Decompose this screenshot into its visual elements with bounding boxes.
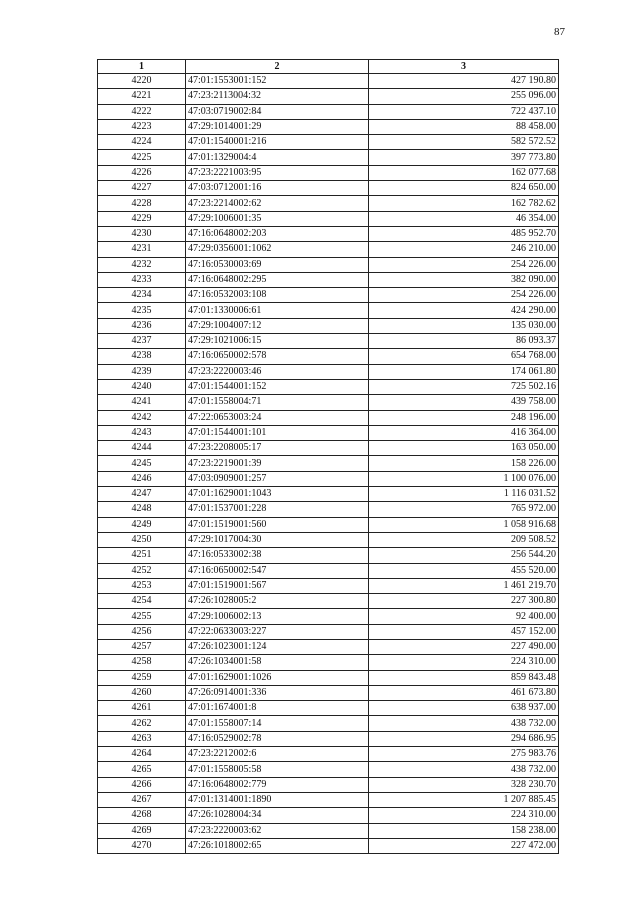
cadastral-number-cell: 47:16:0530003:69 <box>186 257 369 272</box>
row-number-cell: 4254 <box>98 594 186 609</box>
row-number-cell: 4233 <box>98 272 186 287</box>
row-number-cell: 4265 <box>98 762 186 777</box>
cadastral-number-cell: 47:23:2113004:32 <box>186 89 369 104</box>
table-row <box>98 838 559 853</box>
value-cell: 1 100 076.00 <box>369 471 559 486</box>
row-number-cell: 4270 <box>98 838 186 853</box>
value-cell: 438 732.00 <box>369 716 559 731</box>
row-number-cell: 4259 <box>98 670 186 685</box>
value-cell: 227 490.00 <box>369 639 559 654</box>
value-cell: 86 093.37 <box>369 334 559 349</box>
value-cell: 209 508.52 <box>369 532 559 547</box>
cadastral-number-cell: 47:29:1004007:12 <box>186 318 369 333</box>
table-row <box>98 242 559 257</box>
row-number-cell: 4232 <box>98 257 186 272</box>
cadastral-number-cell: 47:29:1006002:13 <box>186 609 369 624</box>
cadastral-number-cell: 47:16:0650002:547 <box>186 563 369 578</box>
cadastral-number-cell: 47:01:1537001:228 <box>186 502 369 517</box>
table-row <box>98 318 559 333</box>
table-row <box>98 609 559 624</box>
value-cell: 1 058 916.68 <box>369 517 559 532</box>
value-cell: 438 732.00 <box>369 762 559 777</box>
cadastral-number-cell: 47:01:1329004:4 <box>186 150 369 165</box>
value-cell: 416 364.00 <box>369 425 559 440</box>
value-cell: 1 207 885.45 <box>369 792 559 807</box>
row-number-cell: 4266 <box>98 777 186 792</box>
cadastral-number-cell: 47:01:1629001:1026 <box>186 670 369 685</box>
row-number-cell: 4246 <box>98 471 186 486</box>
row-number-cell: 4228 <box>98 196 186 211</box>
cadastral-number-cell: 47:01:1314001:1890 <box>186 792 369 807</box>
cadastral-number-cell: 47:16:0529002:78 <box>186 731 369 746</box>
table-row <box>98 364 559 379</box>
value-cell: 158 226.00 <box>369 456 559 471</box>
cadastral-number-cell: 47:26:1028005:2 <box>186 594 369 609</box>
table-row <box>98 410 559 425</box>
table-row <box>98 624 559 639</box>
cadastral-number-cell: 47:01:1330006:61 <box>186 303 369 318</box>
value-cell: 256 544.20 <box>369 548 559 563</box>
row-number-cell: 4235 <box>98 303 186 318</box>
row-number-cell: 4247 <box>98 487 186 502</box>
table-row <box>98 685 559 700</box>
cadastral-number-cell: 47:16:0648002:295 <box>186 272 369 287</box>
cadastral-number-cell: 47:23:2208005:17 <box>186 441 369 456</box>
page-number: 87 <box>554 26 565 38</box>
table-row <box>98 395 559 410</box>
row-number-cell: 4245 <box>98 456 186 471</box>
cadastral-number-cell: 47:23:2219001:39 <box>186 456 369 471</box>
value-cell: 174 061.80 <box>369 364 559 379</box>
row-number-cell: 4223 <box>98 119 186 134</box>
row-number-cell: 4268 <box>98 808 186 823</box>
value-cell: 255 096.00 <box>369 89 559 104</box>
cadastral-number-cell: 47:01:1558004:71 <box>186 395 369 410</box>
table-row <box>98 272 559 287</box>
table-row <box>98 701 559 716</box>
table-row <box>98 89 559 104</box>
table-row <box>98 379 559 394</box>
row-number-cell: 4258 <box>98 655 186 670</box>
cadastral-number-cell: 47:01:1544001:152 <box>186 379 369 394</box>
row-number-cell: 4256 <box>98 624 186 639</box>
row-number-cell: 4250 <box>98 532 186 547</box>
cadastral-number-cell: 47:26:1023001:124 <box>186 639 369 654</box>
value-cell: 455 520.00 <box>369 563 559 578</box>
row-number-cell: 4257 <box>98 639 186 654</box>
value-cell: 722 437.10 <box>369 104 559 119</box>
cadastral-number-cell: 47:29:0356001:1062 <box>186 242 369 257</box>
cadastral-number-cell: 47:01:1553001:152 <box>186 74 369 89</box>
column-header-value: 3 <box>369 60 559 74</box>
cadastral-number-cell: 47:26:1034001:58 <box>186 655 369 670</box>
row-number-cell: 4262 <box>98 716 186 731</box>
value-cell: 328 230.70 <box>369 777 559 792</box>
column-header-cadastral: 2 <box>186 60 369 74</box>
cadastral-number-cell: 47:01:1519001:567 <box>186 578 369 593</box>
row-number-cell: 4249 <box>98 517 186 532</box>
table-body <box>98 74 559 854</box>
value-cell: 254 226.00 <box>369 288 559 303</box>
row-number-cell: 4224 <box>98 135 186 150</box>
cadastral-number-cell: 47:01:1519001:560 <box>186 517 369 532</box>
cadastral-number-cell: 47:23:2221003:95 <box>186 165 369 180</box>
value-cell: 859 843.48 <box>369 670 559 685</box>
value-cell: 227 472.00 <box>369 838 559 853</box>
cadastral-number-cell: 47:26:1028004:34 <box>186 808 369 823</box>
column-header-number: 1 <box>98 60 186 74</box>
table-row <box>98 762 559 777</box>
value-cell: 275 983.76 <box>369 747 559 762</box>
table-row <box>98 456 559 471</box>
table-row <box>98 487 559 502</box>
value-cell: 424 290.00 <box>369 303 559 318</box>
row-number-cell: 4264 <box>98 747 186 762</box>
cadastral-number-cell: 47:01:1544001:101 <box>186 425 369 440</box>
cadastral-number-cell: 47:22:0653003:24 <box>186 410 369 425</box>
cadastral-number-cell: 47:01:1540001:216 <box>186 135 369 150</box>
table-row <box>98 563 559 578</box>
cadastral-number-cell: 47:16:0533002:38 <box>186 548 369 563</box>
row-number-cell: 4225 <box>98 150 186 165</box>
row-number-cell: 4242 <box>98 410 186 425</box>
value-cell: 254 226.00 <box>369 257 559 272</box>
cadastral-number-cell: 47:16:0650002:578 <box>186 349 369 364</box>
table-row <box>98 823 559 838</box>
cadastral-number-cell: 47:26:1018002:65 <box>186 838 369 853</box>
cadastral-number-cell: 47:03:0712001:16 <box>186 181 369 196</box>
value-cell: 1 461 219.70 <box>369 578 559 593</box>
row-number-cell: 4263 <box>98 731 186 746</box>
table-row <box>98 502 559 517</box>
value-cell: 461 673.80 <box>369 685 559 700</box>
table-row <box>98 747 559 762</box>
table-row <box>98 777 559 792</box>
table-row <box>98 119 559 134</box>
table-row <box>98 594 559 609</box>
row-number-cell: 4221 <box>98 89 186 104</box>
table-row <box>98 211 559 226</box>
row-number-cell: 4239 <box>98 364 186 379</box>
cadastral-number-cell: 47:23:2220003:62 <box>186 823 369 838</box>
table-row <box>98 548 559 563</box>
value-cell: 135 030.00 <box>369 318 559 333</box>
table-row <box>98 471 559 486</box>
row-number-cell: 4241 <box>98 395 186 410</box>
value-cell: 824 650.00 <box>369 181 559 196</box>
table-row <box>98 670 559 685</box>
cadastral-number-cell: 47:23:2220003:46 <box>186 364 369 379</box>
row-number-cell: 4252 <box>98 563 186 578</box>
registry-table <box>97 59 559 854</box>
table-header-row <box>98 60 559 74</box>
table-row <box>98 257 559 272</box>
value-cell: 162 077.68 <box>369 165 559 180</box>
table-row <box>98 135 559 150</box>
cadastral-number-cell: 47:01:1558005:58 <box>186 762 369 777</box>
value-cell: 427 190.80 <box>369 74 559 89</box>
row-number-cell: 4255 <box>98 609 186 624</box>
cadastral-number-cell: 47:01:1558007:14 <box>186 716 369 731</box>
cadastral-number-cell: 47:26:0914001:336 <box>186 685 369 700</box>
cadastral-number-cell: 47:29:1017004:30 <box>186 532 369 547</box>
table-row <box>98 532 559 547</box>
table-row <box>98 716 559 731</box>
row-number-cell: 4226 <box>98 165 186 180</box>
cadastral-number-cell: 47:03:0909001:257 <box>186 471 369 486</box>
value-cell: 1 116 031.52 <box>369 487 559 502</box>
value-cell: 382 090.00 <box>369 272 559 287</box>
cadastral-number-cell: 47:23:2214002:62 <box>186 196 369 211</box>
value-cell: 638 937.00 <box>369 701 559 716</box>
cadastral-number-cell: 47:29:1021006:15 <box>186 334 369 349</box>
value-cell: 397 773.80 <box>369 150 559 165</box>
row-number-cell: 4237 <box>98 334 186 349</box>
table-row <box>98 181 559 196</box>
value-cell: 294 686.95 <box>369 731 559 746</box>
row-number-cell: 4248 <box>98 502 186 517</box>
value-cell: 654 768.00 <box>369 349 559 364</box>
cadastral-number-cell: 47:01:1674001:8 <box>186 701 369 716</box>
row-number-cell: 4238 <box>98 349 186 364</box>
table-row <box>98 441 559 456</box>
table-row <box>98 288 559 303</box>
row-number-cell: 4220 <box>98 74 186 89</box>
row-number-cell: 4269 <box>98 823 186 838</box>
cadastral-number-cell: 47:23:2212002:6 <box>186 747 369 762</box>
row-number-cell: 4230 <box>98 226 186 241</box>
cadastral-number-cell: 47:16:0648002:203 <box>186 226 369 241</box>
table-row <box>98 165 559 180</box>
table-row <box>98 334 559 349</box>
row-number-cell: 4236 <box>98 318 186 333</box>
value-cell: 248 196.00 <box>369 410 559 425</box>
cadastral-number-cell: 47:29:1006001:35 <box>186 211 369 226</box>
value-cell: 224 310.00 <box>369 655 559 670</box>
cadastral-number-cell: 47:03:0719002:84 <box>186 104 369 119</box>
value-cell: 163 050.00 <box>369 441 559 456</box>
table-row <box>98 655 559 670</box>
table-row <box>98 425 559 440</box>
value-cell: 725 502.16 <box>369 379 559 394</box>
value-cell: 162 782.62 <box>369 196 559 211</box>
table-row <box>98 104 559 119</box>
cadastral-number-cell: 47:01:1629001:1043 <box>186 487 369 502</box>
cadastral-number-cell: 47:22:0633003:227 <box>186 624 369 639</box>
table-row <box>98 639 559 654</box>
row-number-cell: 4243 <box>98 425 186 440</box>
row-number-cell: 4260 <box>98 685 186 700</box>
row-number-cell: 4267 <box>98 792 186 807</box>
table-row <box>98 349 559 364</box>
row-number-cell: 4251 <box>98 548 186 563</box>
cadastral-number-cell: 47:29:1014001:29 <box>186 119 369 134</box>
value-cell: 158 238.00 <box>369 823 559 838</box>
row-number-cell: 4244 <box>98 441 186 456</box>
cadastral-number-cell: 47:16:0648002:779 <box>186 777 369 792</box>
value-cell: 227 300.80 <box>369 594 559 609</box>
value-cell: 92 400.00 <box>369 609 559 624</box>
table-row <box>98 517 559 532</box>
table-row <box>98 150 559 165</box>
value-cell: 765 972.00 <box>369 502 559 517</box>
value-cell: 224 310.00 <box>369 808 559 823</box>
table-row <box>98 226 559 241</box>
row-number-cell: 4261 <box>98 701 186 716</box>
table-row <box>98 303 559 318</box>
value-cell: 439 758.00 <box>369 395 559 410</box>
table-row <box>98 578 559 593</box>
value-cell: 88 458.00 <box>369 119 559 134</box>
value-cell: 457 152.00 <box>369 624 559 639</box>
table-row <box>98 74 559 89</box>
row-number-cell: 4240 <box>98 379 186 394</box>
value-cell: 582 572.52 <box>369 135 559 150</box>
table-row <box>98 792 559 807</box>
value-cell: 246 210.00 <box>369 242 559 257</box>
cadastral-number-cell: 47:16:0532003:108 <box>186 288 369 303</box>
row-number-cell: 4229 <box>98 211 186 226</box>
row-number-cell: 4231 <box>98 242 186 257</box>
row-number-cell: 4253 <box>98 578 186 593</box>
table-row <box>98 731 559 746</box>
table-row <box>98 196 559 211</box>
table-row <box>98 808 559 823</box>
value-cell: 46 354.00 <box>369 211 559 226</box>
row-number-cell: 4227 <box>98 181 186 196</box>
row-number-cell: 4222 <box>98 104 186 119</box>
row-number-cell: 4234 <box>98 288 186 303</box>
value-cell: 485 952.70 <box>369 226 559 241</box>
